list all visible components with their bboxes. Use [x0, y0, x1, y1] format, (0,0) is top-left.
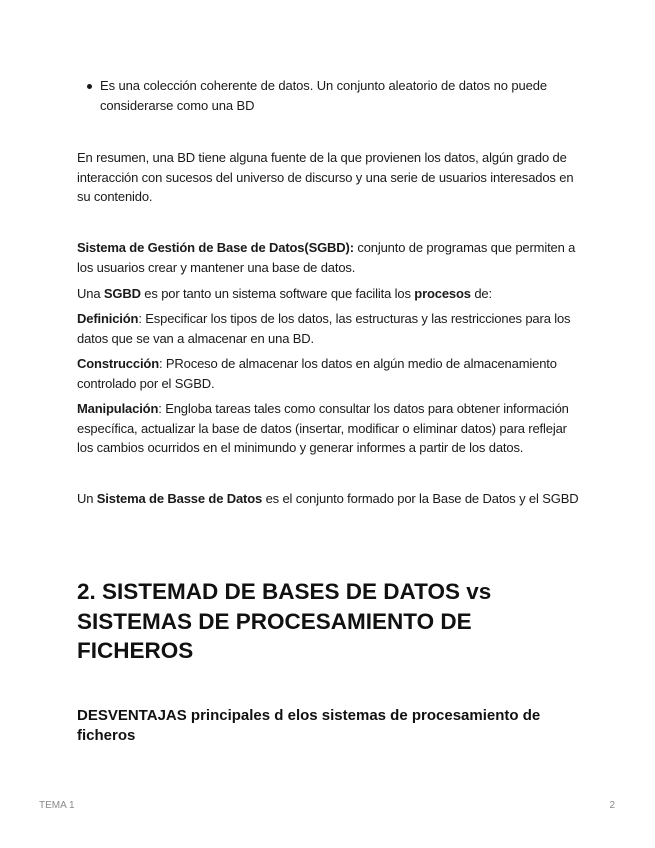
system-def-post: es el conjunto formado por la Base de Datos y el SGBD — [262, 491, 579, 506]
sgbd-intro-bold-sgbd: SGBD — [103, 286, 141, 301]
process-term: Manipulación — [77, 401, 159, 416]
process-text: : Engloba tareas tales como consultar los datos para obtener información específica, actualizar la base de datos (insertar, modificar o eliminar datos) para reflejar los cambios ocurridos en el minimundo y generar informes a partir de los datos. — [77, 401, 569, 455]
sgbd-definition-term: Sistema de Gestión de Base de Datos(SGBD): — [77, 240, 354, 255]
system-def-pre: Un — [77, 491, 97, 506]
system-def-bold: Sistema de Basse de Datos — [96, 491, 263, 506]
bullet-text: Es una colección coherente de datos. Un conjunto aleatorio de datos no puede considerarse como una BD — [100, 78, 548, 113]
process-text: : Especificar los tipos de los datos, las estructuras y las restricciones para los datos que se van a almacenar en una BD. — [77, 311, 571, 346]
process-term: Construcción — [77, 356, 159, 371]
process-definicion-paragraph — [77, 309, 582, 348]
list-item — [100, 76, 570, 116]
sgbd-intro-bold-procesos: procesos — [414, 286, 471, 301]
summary-paragraph: En resumen, una BD tiene alguna fuente de la que provienen los datos, algún grado de interacción con sucesos del universo de discurso y una serie de usuarios interesados en su contenido. — [77, 150, 574, 204]
sgbd-definition-text: conjunto de programas que permiten a los usuarios crear y mantener una base de datos. — [77, 240, 576, 275]
process-construccion-paragraph — [77, 354, 582, 393]
bullet-list — [100, 76, 570, 116]
sgbd-intro-mid: es por tanto un sistema software que facilita los — [140, 286, 415, 301]
section-heading: 2. SISTEMAD DE BASES DE DATOS vs SISTEMAS DE PROCESAMIENTO DE FICHEROS — [77, 579, 492, 663]
sgbd-intro-pre: Una — [77, 286, 104, 301]
process-term: Definición — [77, 311, 139, 326]
system-definition-paragraph — [77, 489, 582, 509]
bullet-dot-icon — [87, 84, 92, 89]
subsection-heading: DESVENTAJAS principales d elos sistemas de procesamiento de ficheros — [77, 707, 541, 744]
process-text: : PRoceso de almacenar los datos en algún medio de almacenamiento controlado por el SGBD. — [77, 356, 557, 391]
footer-page-number: 2 — [609, 800, 615, 811]
sgbd-definition-paragraph — [77, 238, 582, 277]
process-manipulacion-paragraph — [77, 399, 582, 458]
footer-chapter-label: TEMA 1 — [39, 800, 75, 811]
sgbd-intro-post: de: — [470, 286, 492, 301]
sgbd-intro-paragraph — [77, 284, 582, 304]
